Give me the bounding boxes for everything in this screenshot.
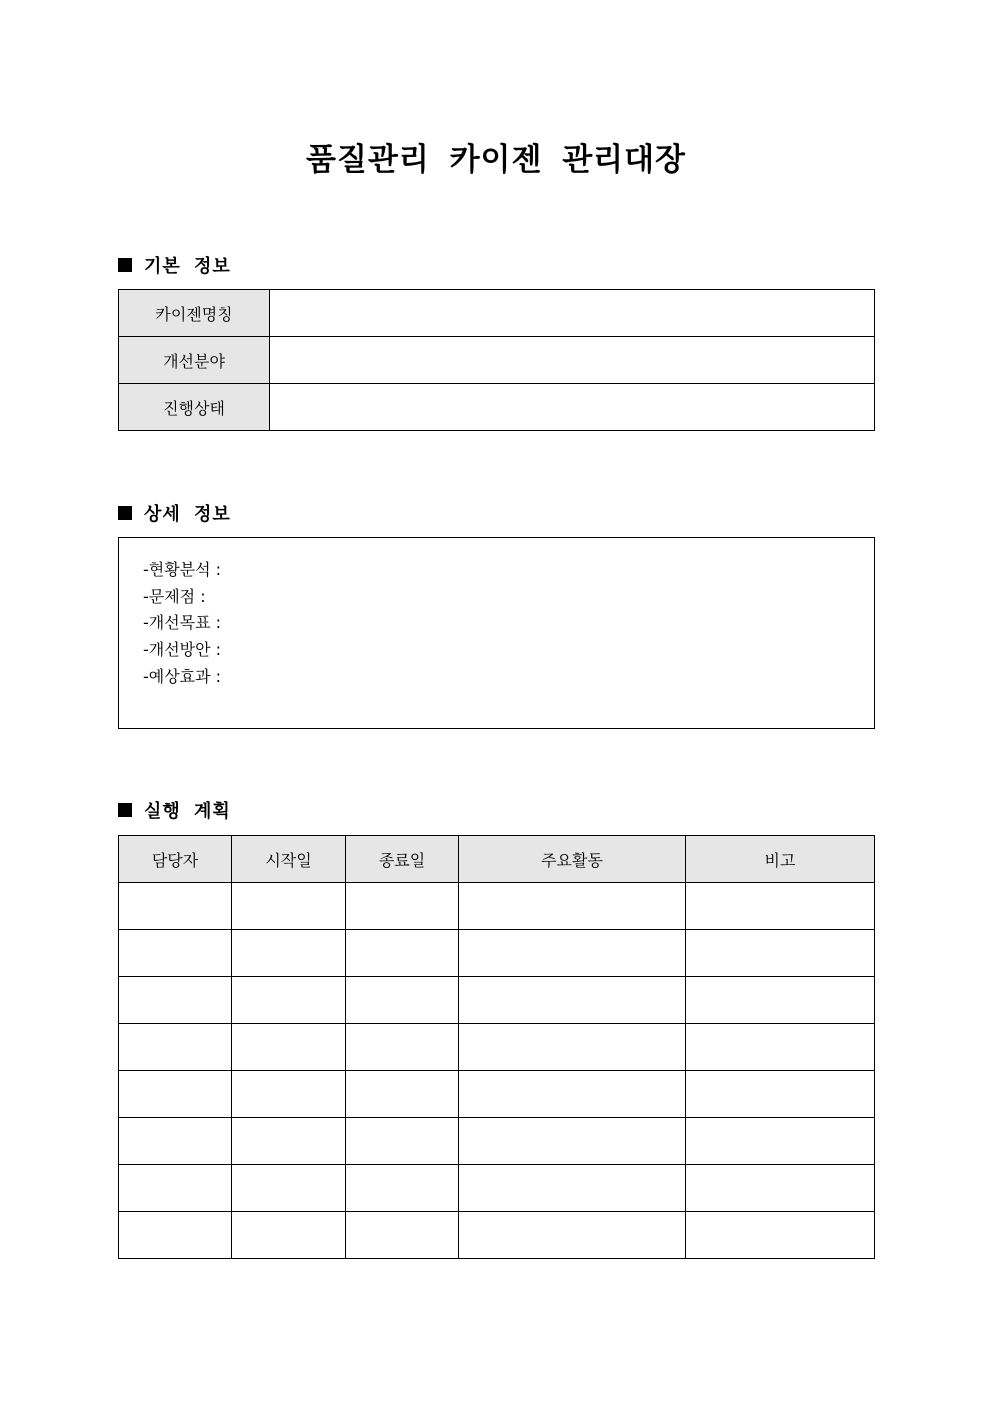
cell-activity[interactable] bbox=[459, 977, 686, 1024]
column-header-note: 비고 bbox=[686, 836, 875, 883]
cell-start[interactable] bbox=[232, 930, 346, 977]
cell-activity[interactable] bbox=[459, 930, 686, 977]
cell-end[interactable] bbox=[346, 1118, 459, 1165]
detail-line-analysis: -현황분석 : bbox=[143, 560, 222, 579]
table-row bbox=[119, 384, 875, 431]
cell-owner[interactable] bbox=[119, 1212, 232, 1259]
cell-end[interactable] bbox=[346, 1024, 459, 1071]
cell-start[interactable] bbox=[232, 1212, 346, 1259]
cell-owner[interactable] bbox=[119, 1071, 232, 1118]
table-row bbox=[119, 1165, 875, 1212]
cell-note[interactable] bbox=[686, 883, 875, 930]
cell-start[interactable] bbox=[232, 883, 346, 930]
cell-start[interactable] bbox=[232, 1071, 346, 1118]
table-header-row bbox=[119, 836, 875, 883]
cell-note[interactable] bbox=[686, 977, 875, 1024]
cell-end[interactable] bbox=[346, 1212, 459, 1259]
cell-start[interactable] bbox=[232, 977, 346, 1024]
cell-end[interactable] bbox=[346, 977, 459, 1024]
detail-lines bbox=[143, 557, 221, 691]
basic-value-status[interactable] bbox=[270, 384, 875, 431]
cell-activity[interactable] bbox=[459, 1165, 686, 1212]
detail-line-goal: -개선목표 : bbox=[143, 613, 222, 633]
table-row bbox=[119, 883, 875, 930]
cell-start[interactable] bbox=[232, 1118, 346, 1165]
cell-owner[interactable] bbox=[119, 1165, 232, 1212]
detail-line-problem: -문제점 : bbox=[143, 586, 206, 606]
cell-activity[interactable] bbox=[459, 1118, 686, 1165]
cell-activity[interactable] bbox=[459, 883, 686, 930]
cell-end[interactable] bbox=[346, 1071, 459, 1118]
cell-activity[interactable] bbox=[459, 1024, 686, 1071]
table-row bbox=[119, 1212, 875, 1259]
section-heading-basic bbox=[118, 252, 231, 278]
table-row bbox=[119, 290, 875, 337]
basic-label-status: 진행상태 bbox=[119, 384, 270, 431]
basic-value-area[interactable] bbox=[270, 337, 875, 384]
cell-owner[interactable] bbox=[119, 1118, 232, 1165]
cell-owner[interactable] bbox=[119, 1024, 232, 1071]
cell-note[interactable] bbox=[686, 1118, 875, 1165]
execution-plan-table bbox=[118, 835, 875, 1259]
page-title: 품질관리 카이젠 관리대장 bbox=[306, 142, 686, 178]
plan-table-body bbox=[119, 883, 875, 1259]
detail-line-plan: -개선방안 : bbox=[143, 640, 222, 660]
basic-label-name: 카이젠명칭 bbox=[119, 290, 270, 337]
cell-note[interactable] bbox=[686, 1024, 875, 1071]
section-heading-detail-text: 상세 정보 bbox=[144, 504, 231, 525]
square-bullet-icon bbox=[118, 803, 132, 817]
column-header-activity: 주요활동 bbox=[459, 836, 686, 883]
basic-value-name[interactable] bbox=[270, 290, 875, 337]
table-row bbox=[119, 337, 875, 384]
detail-info-box[interactable] bbox=[118, 537, 875, 729]
cell-owner[interactable] bbox=[119, 977, 232, 1024]
cell-end[interactable] bbox=[346, 1165, 459, 1212]
section-heading-plan-text: 실행 계획 bbox=[144, 801, 231, 822]
detail-line-effect: -예상효과 : bbox=[143, 666, 222, 686]
cell-activity[interactable] bbox=[459, 1071, 686, 1118]
cell-activity[interactable] bbox=[459, 1212, 686, 1259]
table-row bbox=[119, 930, 875, 977]
cell-end[interactable] bbox=[346, 930, 459, 977]
cell-end[interactable] bbox=[346, 883, 459, 930]
column-header-owner: 담당자 bbox=[119, 836, 232, 883]
cell-owner[interactable] bbox=[119, 883, 232, 930]
section-heading-plan bbox=[118, 797, 231, 823]
table-row bbox=[119, 1024, 875, 1071]
cell-note[interactable] bbox=[686, 1212, 875, 1259]
basic-info-table bbox=[118, 289, 875, 431]
cell-note[interactable] bbox=[686, 1165, 875, 1212]
square-bullet-icon bbox=[118, 506, 132, 520]
cell-note[interactable] bbox=[686, 1071, 875, 1118]
square-bullet-icon bbox=[118, 258, 132, 272]
table-row bbox=[119, 977, 875, 1024]
cell-start[interactable] bbox=[232, 1165, 346, 1212]
cell-start[interactable] bbox=[232, 1024, 346, 1071]
cell-note[interactable] bbox=[686, 930, 875, 977]
basic-label-area: 개선분야 bbox=[119, 337, 270, 384]
table-row bbox=[119, 1071, 875, 1118]
column-header-end: 종료일 bbox=[346, 836, 459, 883]
section-heading-detail bbox=[118, 500, 231, 526]
column-header-start: 시작일 bbox=[232, 836, 346, 883]
table-row bbox=[119, 1118, 875, 1165]
cell-owner[interactable] bbox=[119, 930, 232, 977]
section-heading-basic-text: 기본 정보 bbox=[144, 256, 231, 277]
